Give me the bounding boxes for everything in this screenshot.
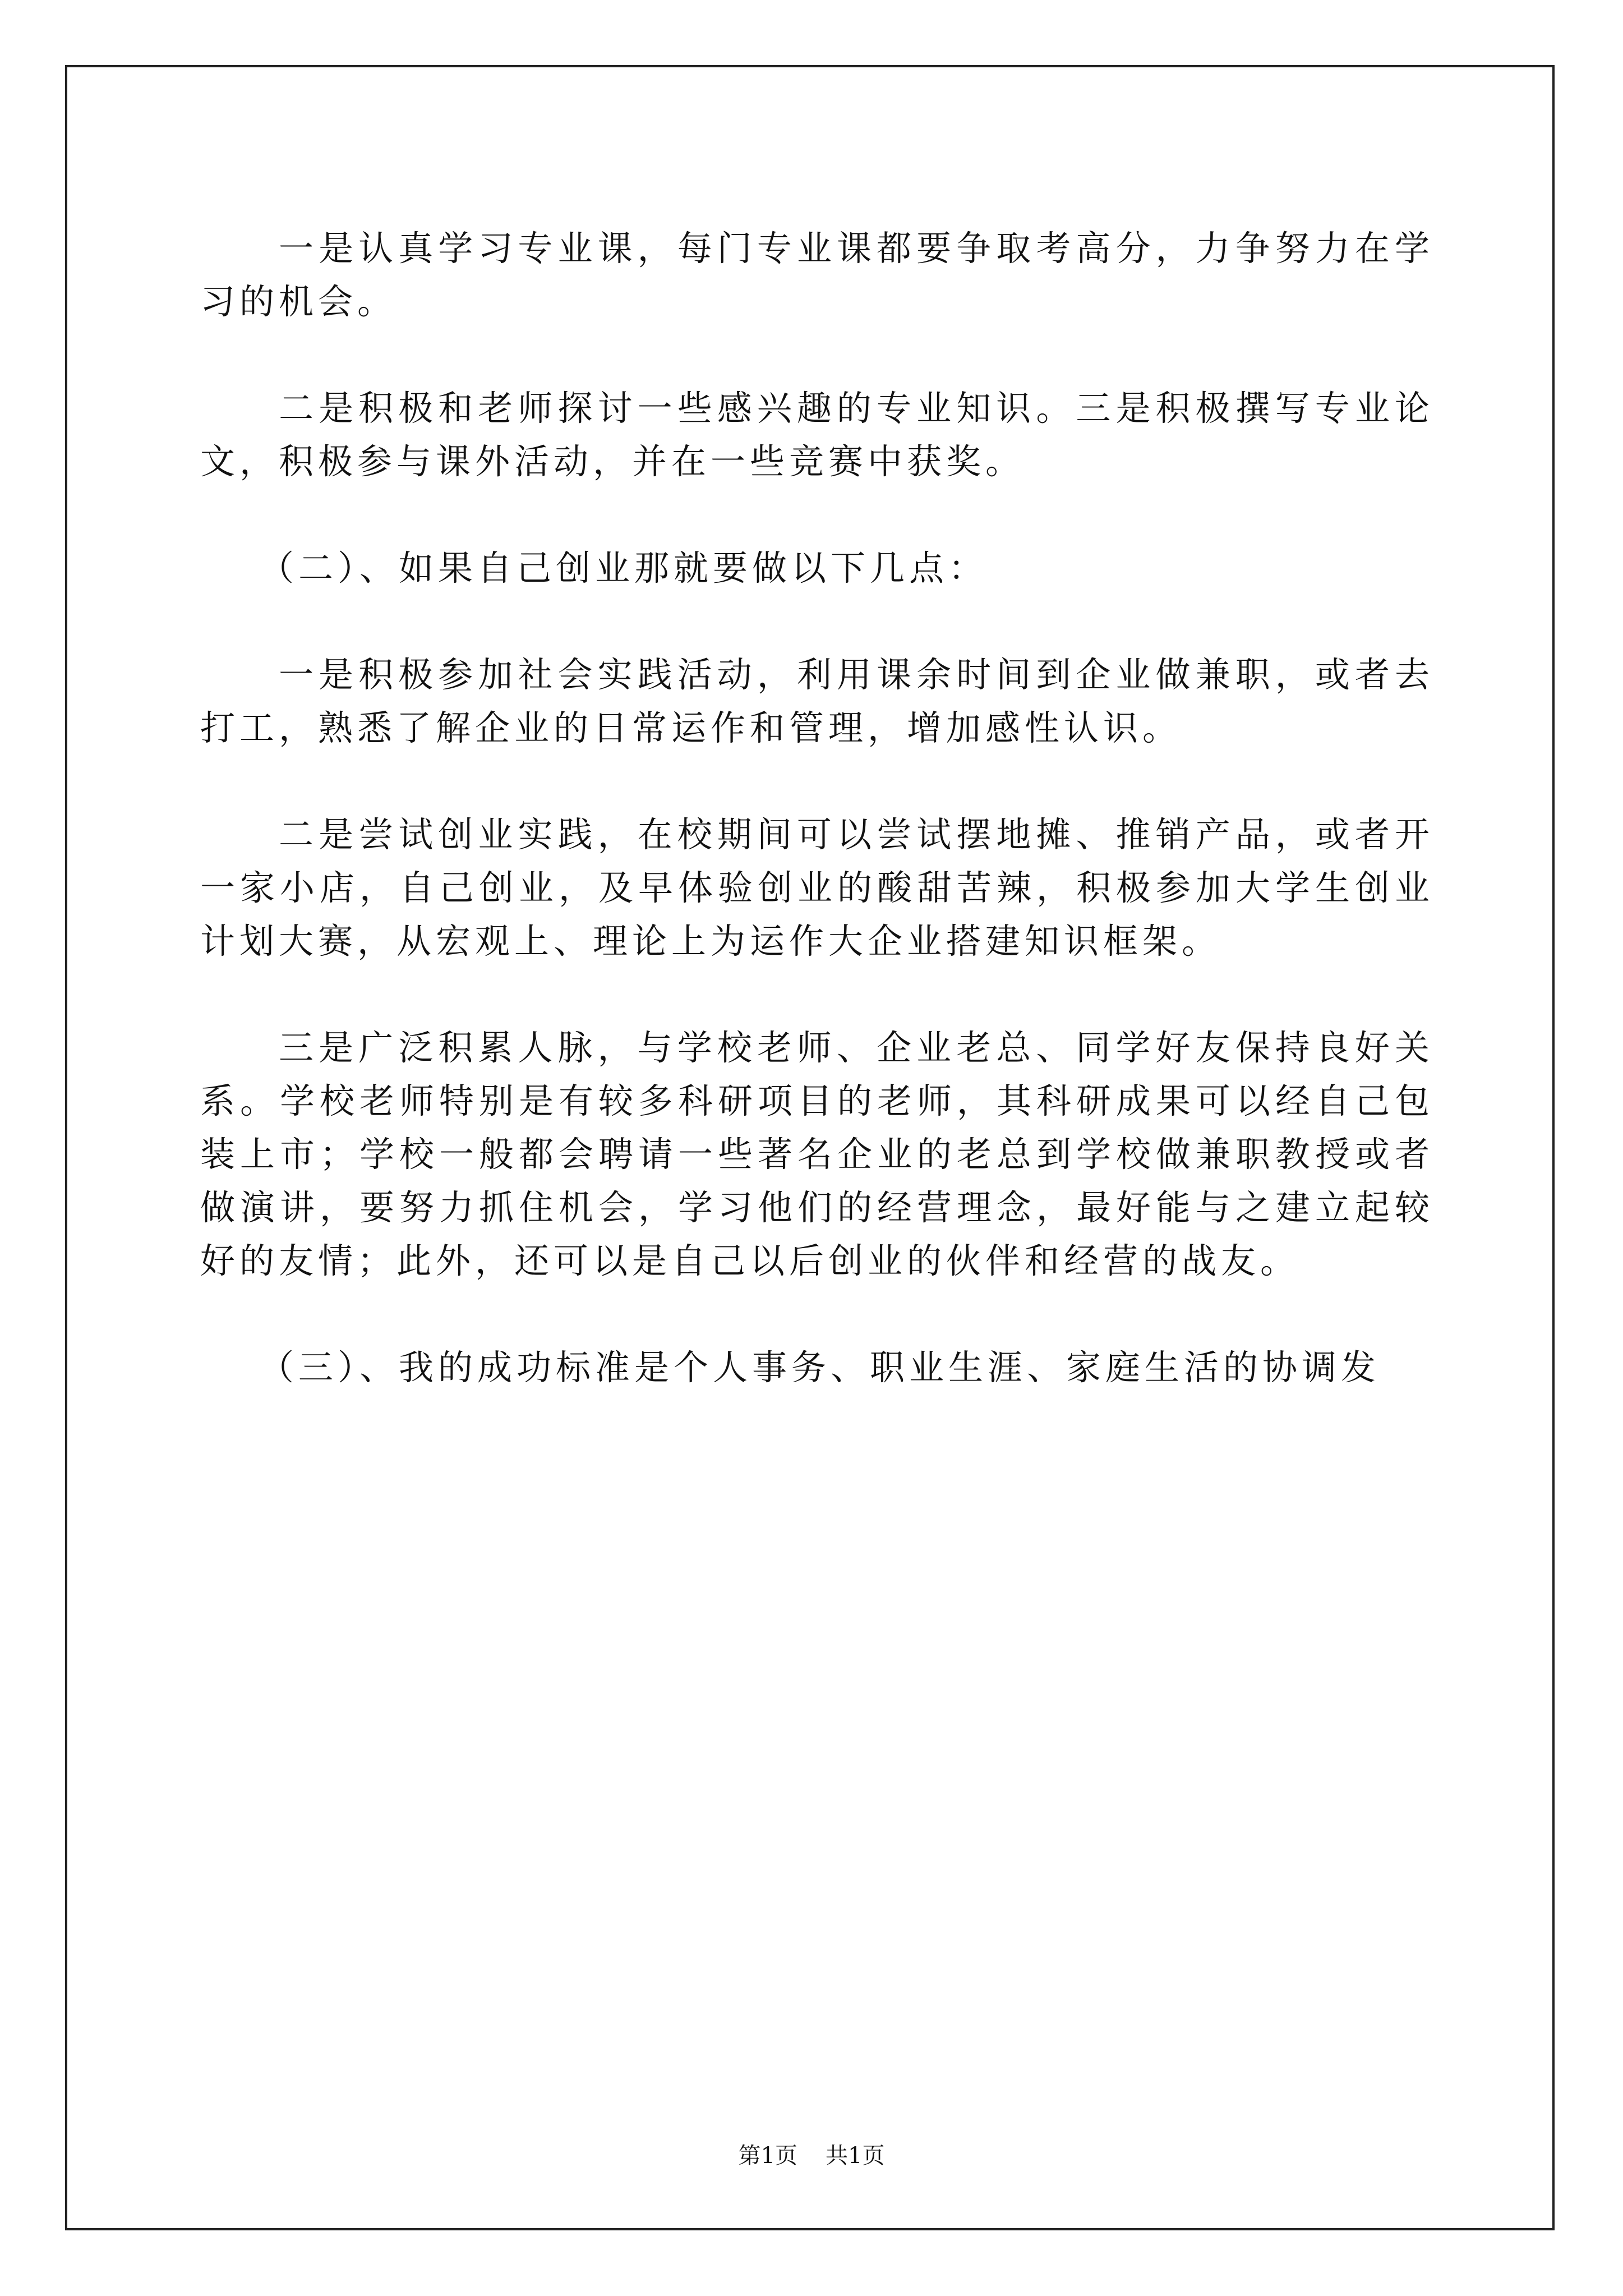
paragraph-study: 一是认真学习专业课，每门专业课都要争取考高分，力争努力在学习的机会。 — [200, 228, 1434, 322]
paragraph-network: 三是广泛积累人脉，与学校老师、企业老总、同学好友保持良好关系。学校老师特别是有较多科研项目的老师，其科研成果可以经自己包装上市；学校一般都会聘请一些著名企业的老总到学校做兼职教授或者做演讲，要努力抓住机会，学习他们的经营理念，最好能与之建立起较好的友情；此外，还可以是自己以后创业的伙伴和经营的战友。 — [200, 1027, 1434, 1281]
paragraph-startup-practice: 二是尝试创业实践，在校期间可以尝试摆地摊、推销产品，或者开一家小店，自己创业，及早体验创业的酸甜苦辣，积极参加大学生创业计划大赛，从宏观上、理论上为运作大企业搭建知识框架。 — [200, 814, 1434, 961]
page-footer — [0, 2142, 1623, 2170]
paragraph-discuss-teachers: 二是积极和老师探讨一些感兴趣的专业知识。三是积极撰写专业论文，积极参与课外活动，并在一些竞赛中获奖。 — [200, 388, 1434, 482]
document-body — [200, 222, 1434, 1394]
page-number-total: 共1页 — [826, 2143, 885, 2169]
page-number-current: 第1页 — [738, 2143, 797, 2169]
section-heading-success-standard: （三）、我的成功标准是个人事务、职业生涯、家庭生活的协调发 — [259, 1347, 1381, 1388]
section-heading-entrepreneurship: （二）、如果自己创业那就要做以下几点： — [259, 547, 988, 588]
paragraph-social-practice: 一是积极参加社会实践活动，利用课余时间到企业做兼职，或者去打工，熟悉了解企业的日常运作和管理，增加感性认识。 — [200, 654, 1434, 748]
